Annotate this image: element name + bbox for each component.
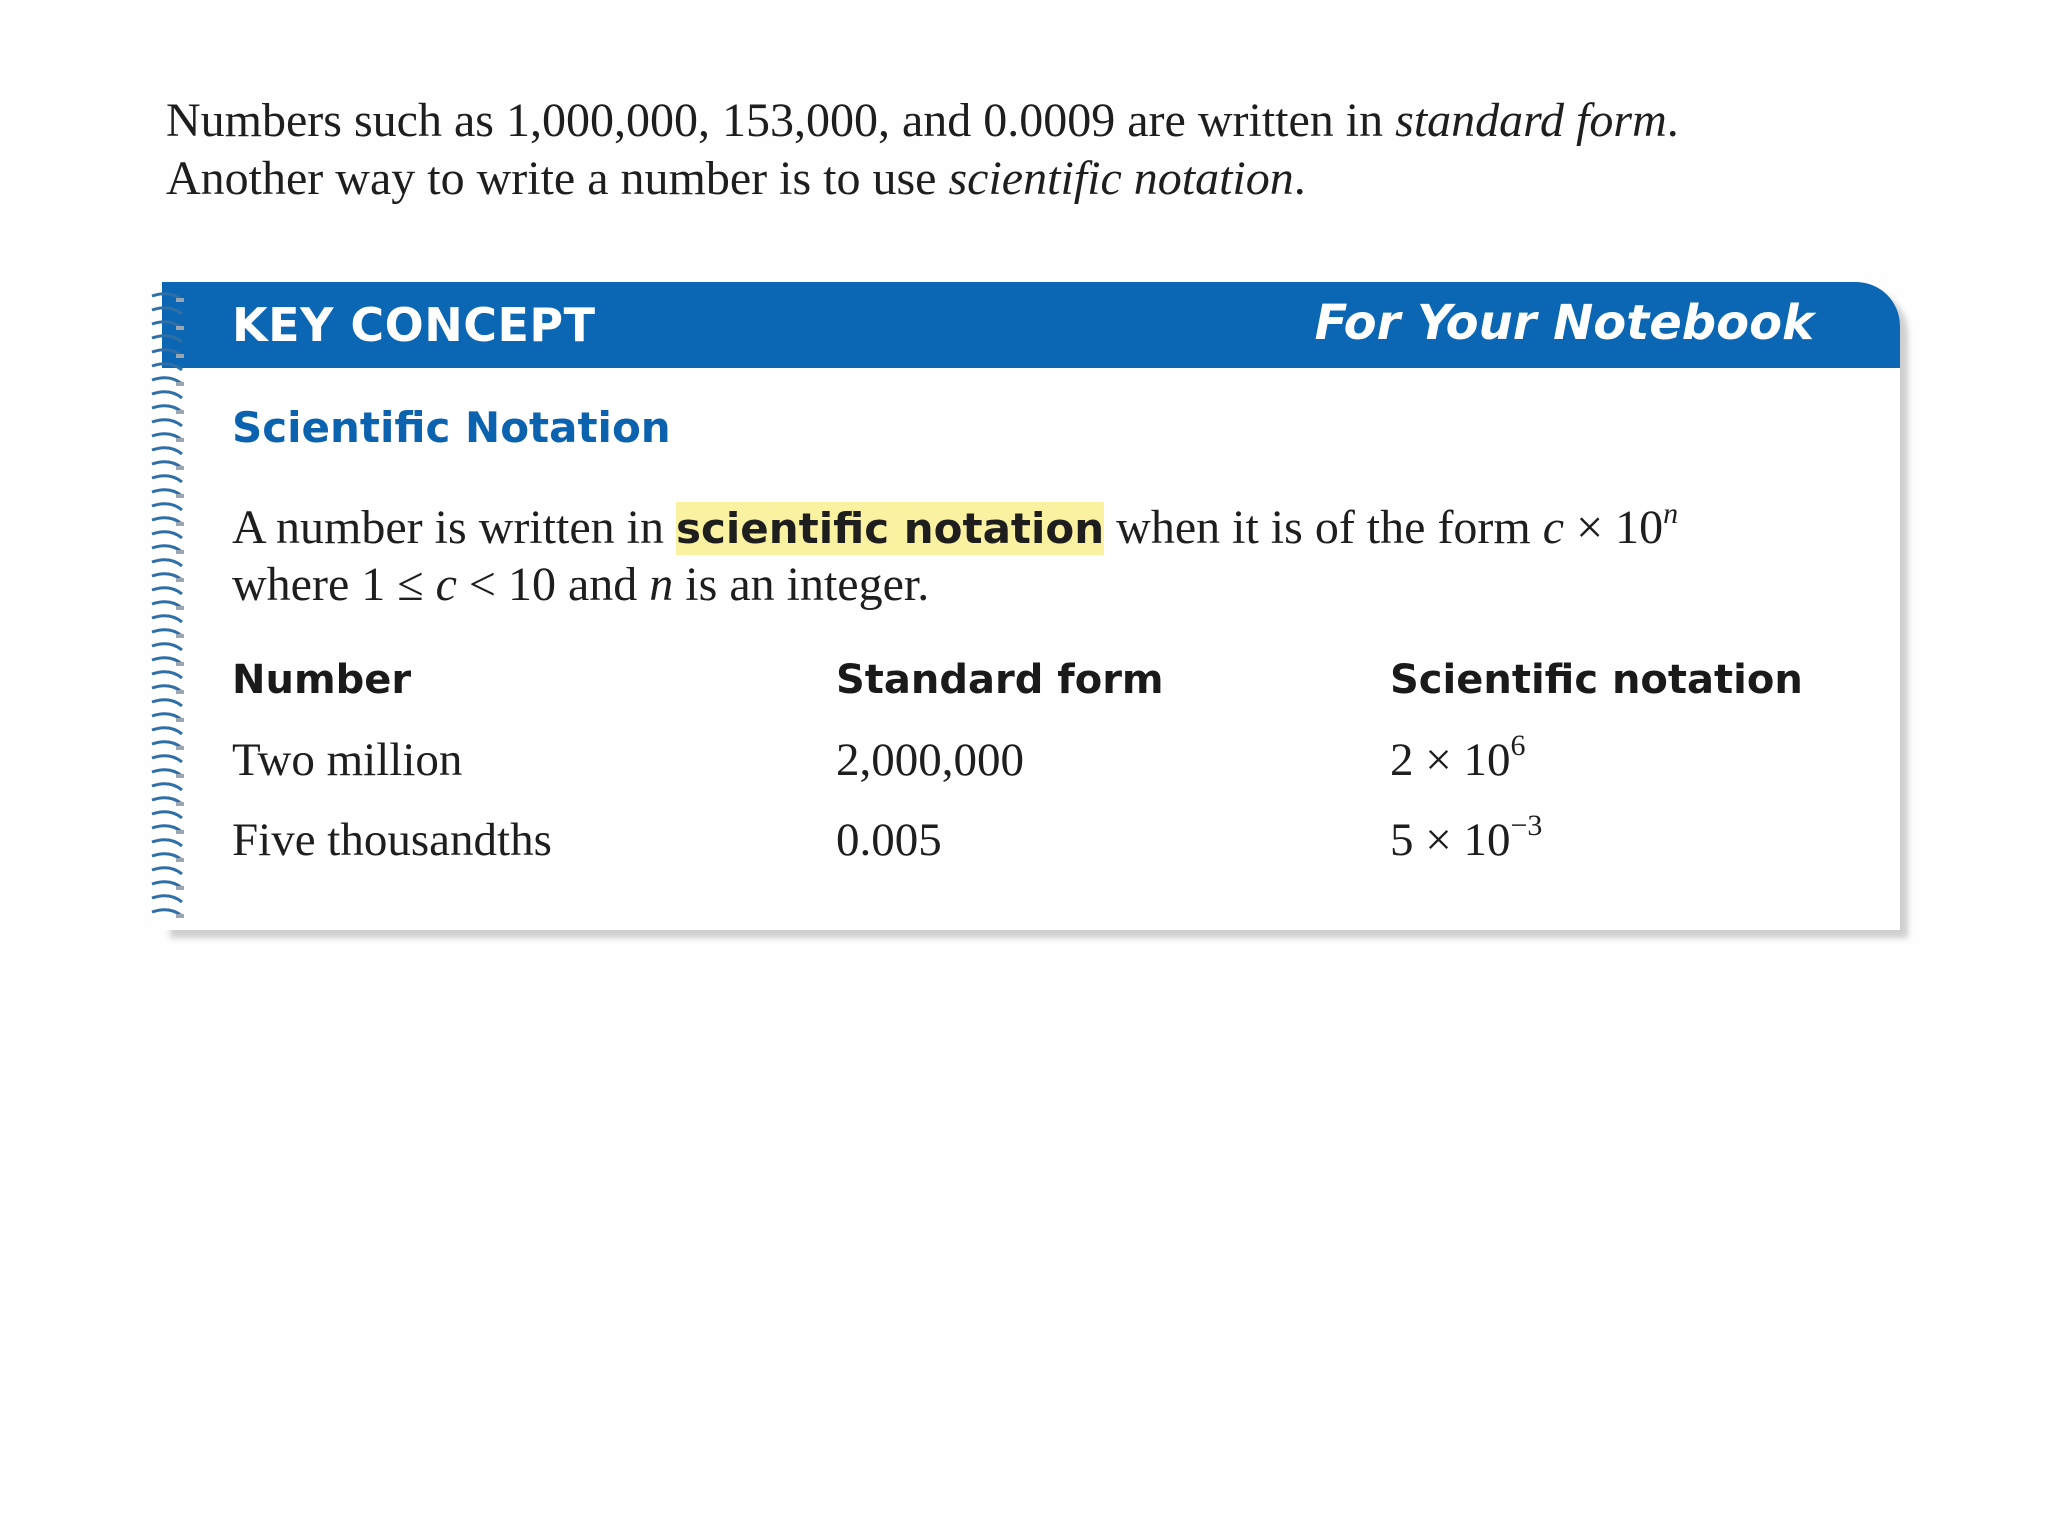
cell-scientific-notation: $5 \times 10^{-3}$	[1390, 809, 1543, 866]
intro-line-1: Numbers such as 1,000,000, 153,000, and 0.0009 are written in standard form.	[166, 94, 1679, 147]
examples-table	[232, 652, 1872, 892]
header-scientific-notation: Scientific notation	[1390, 657, 1803, 703]
definition-line-1: A number is written in scientific notation when it is of the form $c \times 10^n$	[232, 497, 1679, 554]
cell-number: Five thousandths	[232, 814, 552, 866]
concept-name: Scientific Notation	[232, 403, 671, 452]
notebook-tag: For Your Notebook	[1314, 295, 1814, 351]
header-number: Number	[232, 657, 412, 703]
table-row	[232, 729, 1872, 812]
table-header-row	[232, 652, 1872, 732]
cell-scientific-notation: $2 \times 10^6$	[1390, 729, 1526, 786]
intro-line-2: Another way to write a number is to use scientific notation.	[166, 152, 1306, 205]
term-standard-form: standard form	[1395, 94, 1667, 147]
cell-standard-form: 2,000,000	[836, 734, 1024, 786]
key-concept-title: KEY CONCEPT	[232, 298, 596, 352]
cell-number: Two million	[232, 734, 463, 786]
definition-text	[232, 497, 1852, 613]
highlighted-term: scientific notation	[675, 504, 1105, 553]
header-standard-form: Standard form	[836, 657, 1164, 703]
term-scientific-notation: scientific notation	[948, 152, 1294, 205]
key-concept-header	[162, 282, 1900, 368]
cell-standard-form: 0.005	[836, 814, 942, 866]
key-concept-card	[162, 282, 1900, 930]
table-row	[232, 809, 1872, 892]
spiral-binding-icon	[148, 290, 190, 930]
definition-line-2: where 1 ≤ c < 10 and n is an integer.	[232, 558, 930, 611]
intro-paragraph	[166, 92, 1946, 208]
